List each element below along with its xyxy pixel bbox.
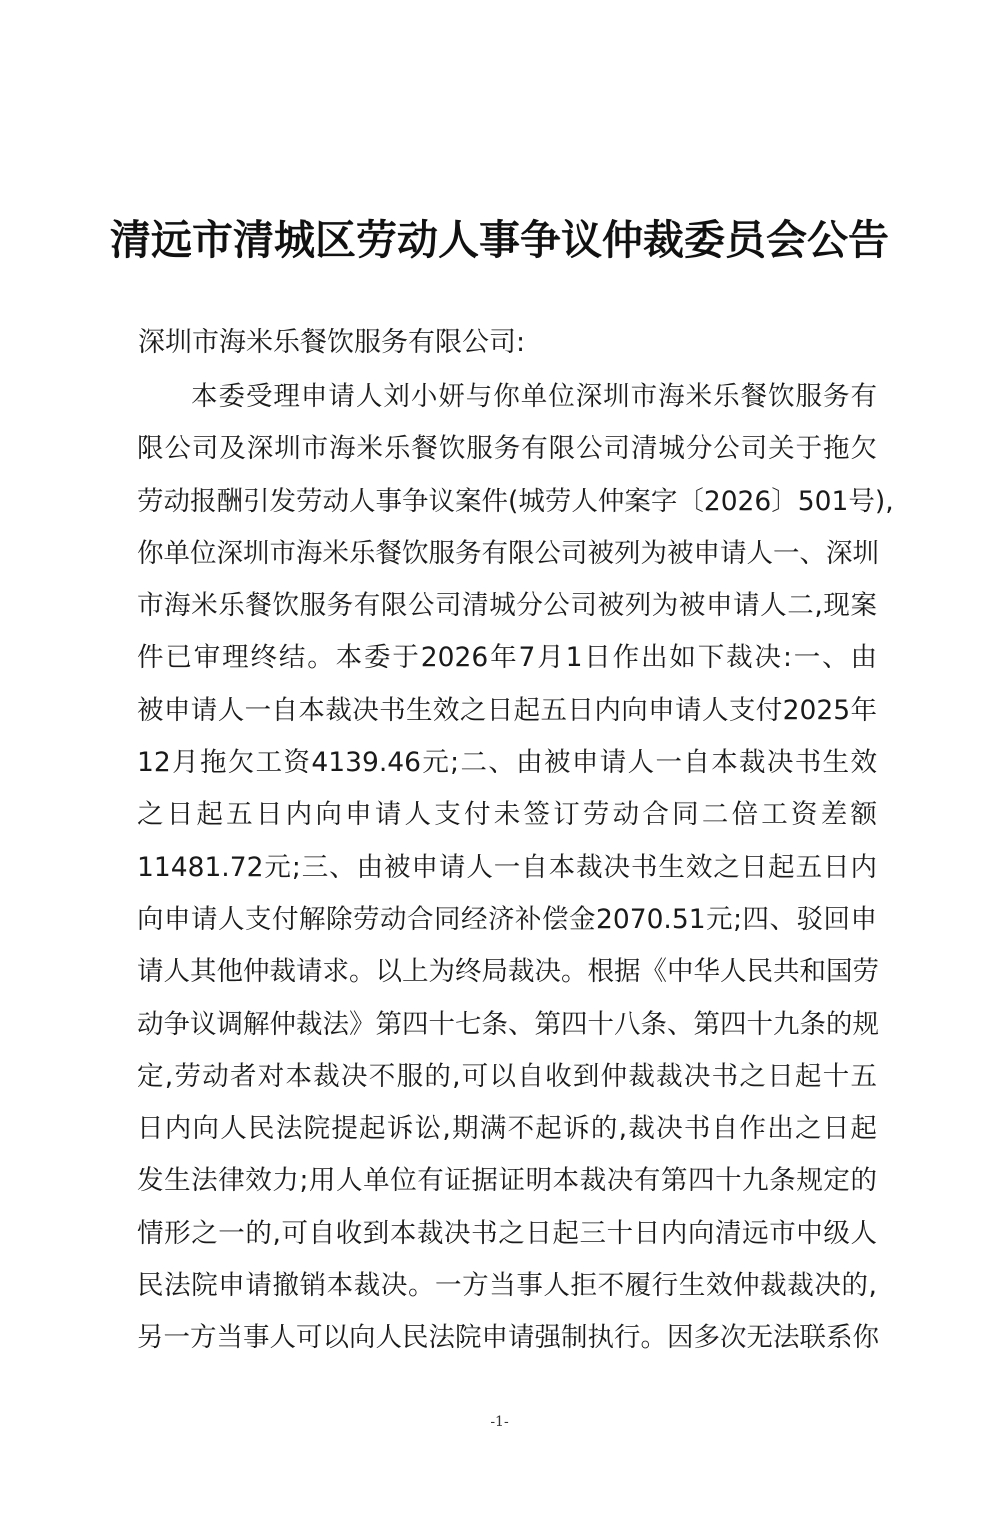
body-line: 情形之一的,可自收到本裁决书之日起三十日内向清远市中级人 xyxy=(137,1217,877,1249)
body-line: 向申请人支付解除劳动合同经济补偿金2070.51元;四、驳回申 xyxy=(137,903,877,935)
body-line: 被申请人一自本裁决书生效之日起五日内向申请人支付2025年 xyxy=(137,694,877,726)
document-title: 清远市清城区劳动人事争议仲裁委员会公告 xyxy=(110,216,889,264)
body-line: 之日起五日内向申请人支付未签订劳动合同二倍工资差额 xyxy=(137,799,877,831)
body-line: 另一方当事人可以向人民法院申请强制执行。因多次无法联系你 xyxy=(137,1322,879,1354)
body-line: 动争议调解仲裁法》第四十七条、第四十八条、第四十九条的规 xyxy=(137,1008,879,1040)
body-line: 劳动报酬引发劳动人事争议案件(城劳人仲案字〔2026〕501号), xyxy=(137,485,894,517)
body-line: 12月拖欠工资4139.46元;二、由被申请人一自本裁决书生效 xyxy=(137,747,877,779)
page-number: -1- xyxy=(490,1414,509,1430)
body-line: 市海米乐餐饮服务有限公司清城分公司被列为被申请人二,现案 xyxy=(137,590,877,622)
body-line: 定,劳动者对本裁决不服的,可以自收到仲裁裁决书之日起十五 xyxy=(137,1060,877,1092)
body-text xyxy=(137,371,894,1365)
addressee: 深圳市海米乐餐饮服务有限公司: xyxy=(138,327,526,358)
body-line: 你单位深圳市海米乐餐饮服务有限公司被列为被申请人一、深圳 xyxy=(137,537,879,569)
body-line: 民法院申请撤销本裁决。一方当事人拒不履行生效仲裁裁决的, xyxy=(137,1270,877,1302)
body-line: 11481.72元;三、由被申请人一自本裁决书生效之日起五日内 xyxy=(137,851,877,883)
body-line: 发生法律效力;用人单位有证据证明本裁决有第四十九条规定的 xyxy=(137,1165,877,1197)
body-line: 件已审理终结。本委于2026年7月1日作出如下裁决:一、由 xyxy=(137,642,877,674)
body-line: 本委受理申请人刘小妍与你单位深圳市海米乐餐饮服务有 xyxy=(191,381,877,412)
body-line: 请人其他仲裁请求。以上为终局裁决。根据《中华人民共和国劳 xyxy=(137,956,879,988)
body-line: 日内向人民法院提起诉讼,期满不起诉的,裁决书自作出之日起 xyxy=(137,1113,877,1145)
body-line: 限公司及深圳市海米乐餐饮服务有限公司清城分公司关于拖欠 xyxy=(137,433,877,465)
